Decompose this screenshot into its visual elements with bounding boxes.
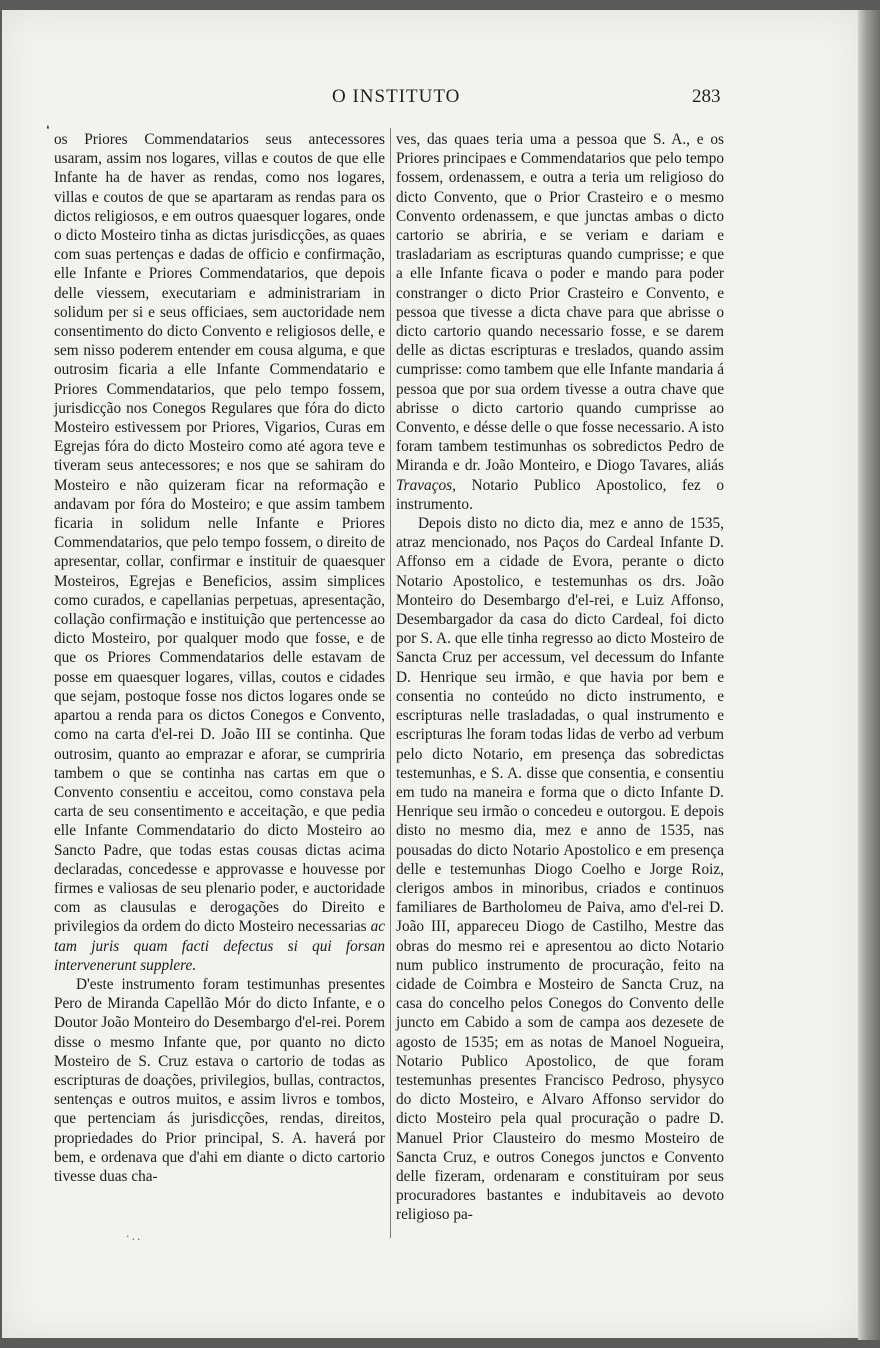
running-head: O INSTITUTO	[332, 86, 461, 107]
ink-mark: ❛	[46, 123, 50, 136]
book-page	[2, 10, 860, 1338]
ink-specks: ·..	[126, 1230, 143, 1243]
right-paragraph-1-text-a: ves, das quaes teria uma a pessoa que S. A., e os Priores principaes e Commendatarios que pelo tempo fossem, ordenassem, e outra a teria um religioso do dicto Convento, que o Prior Crasteiro e o mesmo Convento ordenassem, e que junctas ambas o dicto cartorio se abriria, e se veriam e dariam e trasladariam as escripturas quando cumprisse; e que a elle Infante ficava o poder e mando para poder constranger o dicto Prior Crasteiro e Convento, e pessoa que tivesse a dicta chave para que abrisse o dicto cartorio quando necessario fosse, e se darem delle as dictas escripturas e treslados, quando assim cumprisse: como tambem que elle Infante mandaria á pessoa que por sua ordem tivesse a outra chave que abrisse o dicto cartorio quando cumprisse ao Convento, e désse delle o que fosse necessario. A isto foram tambem testimunhas os sobredictos Pedro de Miranda e dr. João Monteiro, e Diogo Tavares, aliás	[396, 131, 724, 475]
right-paragraph-1	[396, 130, 724, 514]
left-paragraph-1-text: os Priores Commendatarios seus antecessores usaram, assim nos logares, villas e coutos de que elle Infante ha de haver as rendas, como nos logares, villas e coutos de que se apartaram as rendas para os dictos religiosos, e em outros quaesquer logares, onde o dicto Mosteiro tinha as dictas jurisdicções, as quaes com suas pertenças e dadas de officio e confirmação, elle Infante e Priores Commendatarios, que depois delle viessem, executariam e administrariam in solidum per si e seus officiaes, sem auctoridade nem consentimento do dicto Convento e religiosos delle, e sem nisso poderem entender em cousa alguma, e que outrosim ficaria a elle Infante Commendatario e Priores Commendatarios, que pelo tempo fossem, jurisdicção nos Conegos Regulares que fóra do dicto Mosteiro estivessem por Priores, Vigarios, Curas em Egrejas fóra do dicto Mosteiro como até agora teve e tiveram seus antecessores; e nos que se sahiram do Mosteiro e não quizeram ficar na reformação e andavam por fóra do Mosteiro; e que assim tambem ficaria in solidum nelle Infante e Priores Commendatarios, que pelo tempo fossem, o direito de apresentar, collar, confirmar e instituir de quaesquer Mosteiros, Egrejas e Beneficios, assim simplices como curados, e capellanias perpetuas, apresentação, collação confirmação e instituição que pertencesse ao dicto Mosteiro, por qualquer modo que fosse, e de que os Priores Commendatarios delle estavam de posse em quaesquer logares, villas, coutos e cidades que sejam, postoque fosse nos dictos logares onde se apartou a renda para os dictos Conegos e Convento, como na carta d'el-rei D. João III se continha. Que outrosim, quanto ao emprazar e aforar, se cumpriria tambem o que se continha nas cartas em que o Convento consentiu e acceitou, como constava pela carta de seu consentimento e acceitação, e que pedia elle Infante Commendatario do dicto Mosteiro ao Sancto Padre, que todas estas cousas dictas acima declaradas, concedesse e approvasse e houvesse por firmes e valiosas de seu plenario poder, e auctoridade com as clausulas e derogações do Direito e privilegios da ordem do dicto Mosteiro necessarias	[54, 131, 385, 936]
left-column	[54, 130, 385, 1186]
page-edge	[858, 10, 880, 1340]
left-paragraph-1	[54, 130, 385, 975]
left-paragraph-2: D'este instrumento foram testimunhas presentes Pero de Miranda Capellão Mór do dicto Infante, e o Doutor João Monteiro do Desembargo d'el-rei. Porem disse o mesmo Infante que, por quanto no dicto Mosteiro de S. Cruz estava o cartorio de todas as escripturas de doações, privilegios, bullas, contractos, sentenças e outros muitos, e assim livros e tombos, que pertenciam ás jurisdicções, rendas, direitos, propriedades do Prior principal, S. A. haverá por bem, e ordenava que d'ahi em diante o dicto cartorio tivesse duas cha-	[54, 975, 385, 1185]
column-divider	[390, 128, 391, 1238]
italic-name: Travaços,	[396, 476, 456, 494]
page-header	[2, 86, 860, 110]
right-paragraph-1-text-b: Notario Publico Apostolico, fez o instrumento.	[396, 476, 725, 513]
page-number: 283	[692, 86, 721, 107]
right-column	[396, 130, 724, 1225]
latin-phrase: ac tam juris quam facti defectus si qui forsan intervenerunt supplere.	[54, 918, 386, 974]
right-paragraph-2: Depois disto no dicto dia, mez e anno de 1535, atraz mencionado, nos Paços do Cardeal Infante D. Affonso em a cidade de Evora, perante o dicto Notario Apostolico, e testemunhas os drs. João Monteiro do Desembargo d'el-rei, e Luiz Affonso, Desembargador da casa do dicto Cardeal, foi dicto por S. A. que elle tinha regresso ao dicto Mosteiro de Sancta Cruz per accessum, vel decessum do Infante D. Henrique seu irmão, e que havia por bem e consentia no conteúdo no dicto instrumento, e escripturas nelle trasladadas, o qual instrumento e escripturas lhe foram todas lidas de verbo ad verbum pelo dicto Notario, em presença das sobredictas testemunhas, e S. A. disse que consentia, e consentiu em tudo na maneira e forma que o dicto Infante D. Henrique seu irmão o concedeu e outorgou. E depois disto no mesmo dia, mez e anno de 1535, nas pousadas do dicto Notario Apostolico e em presença delle e testemunhas Diogo Coelho e Jorge Roiz, clerigos ambos in minoribus, criados e continuos familiares de Bartholomeu de Paiva, amo d'el-rei D. João III, appareceu Diogo de Castilho, Mestre das obras do mesmo rei e apresentou ao dicto Notario num publico instrumento de procuração, feito na cidade de Coimbra e Mosteiro de Sancta Cruz, na casa do concelho pelos Conegos do Convento delle juncto em Cabido a som de campa aos dezesete de agosto de 1535; em as notas de Manoel Nogueira, Notario Publico Apostolico, de que foram testemunhas presentes Francisco Pedroso, physyco do dicto Mosteiro, e Alvaro Affonso servidor do dicto Mosteiro pela qual procuração o padre D. Manuel Prior Clausteiro do mesmo Mosteiro de Sancta Cruz, e outros Conegos junctos e Convento delle fizeram, ordenaram e constituiram por seus procuradores bastantes e indubitaveis ao devoto religioso pa-	[396, 515, 724, 1224]
